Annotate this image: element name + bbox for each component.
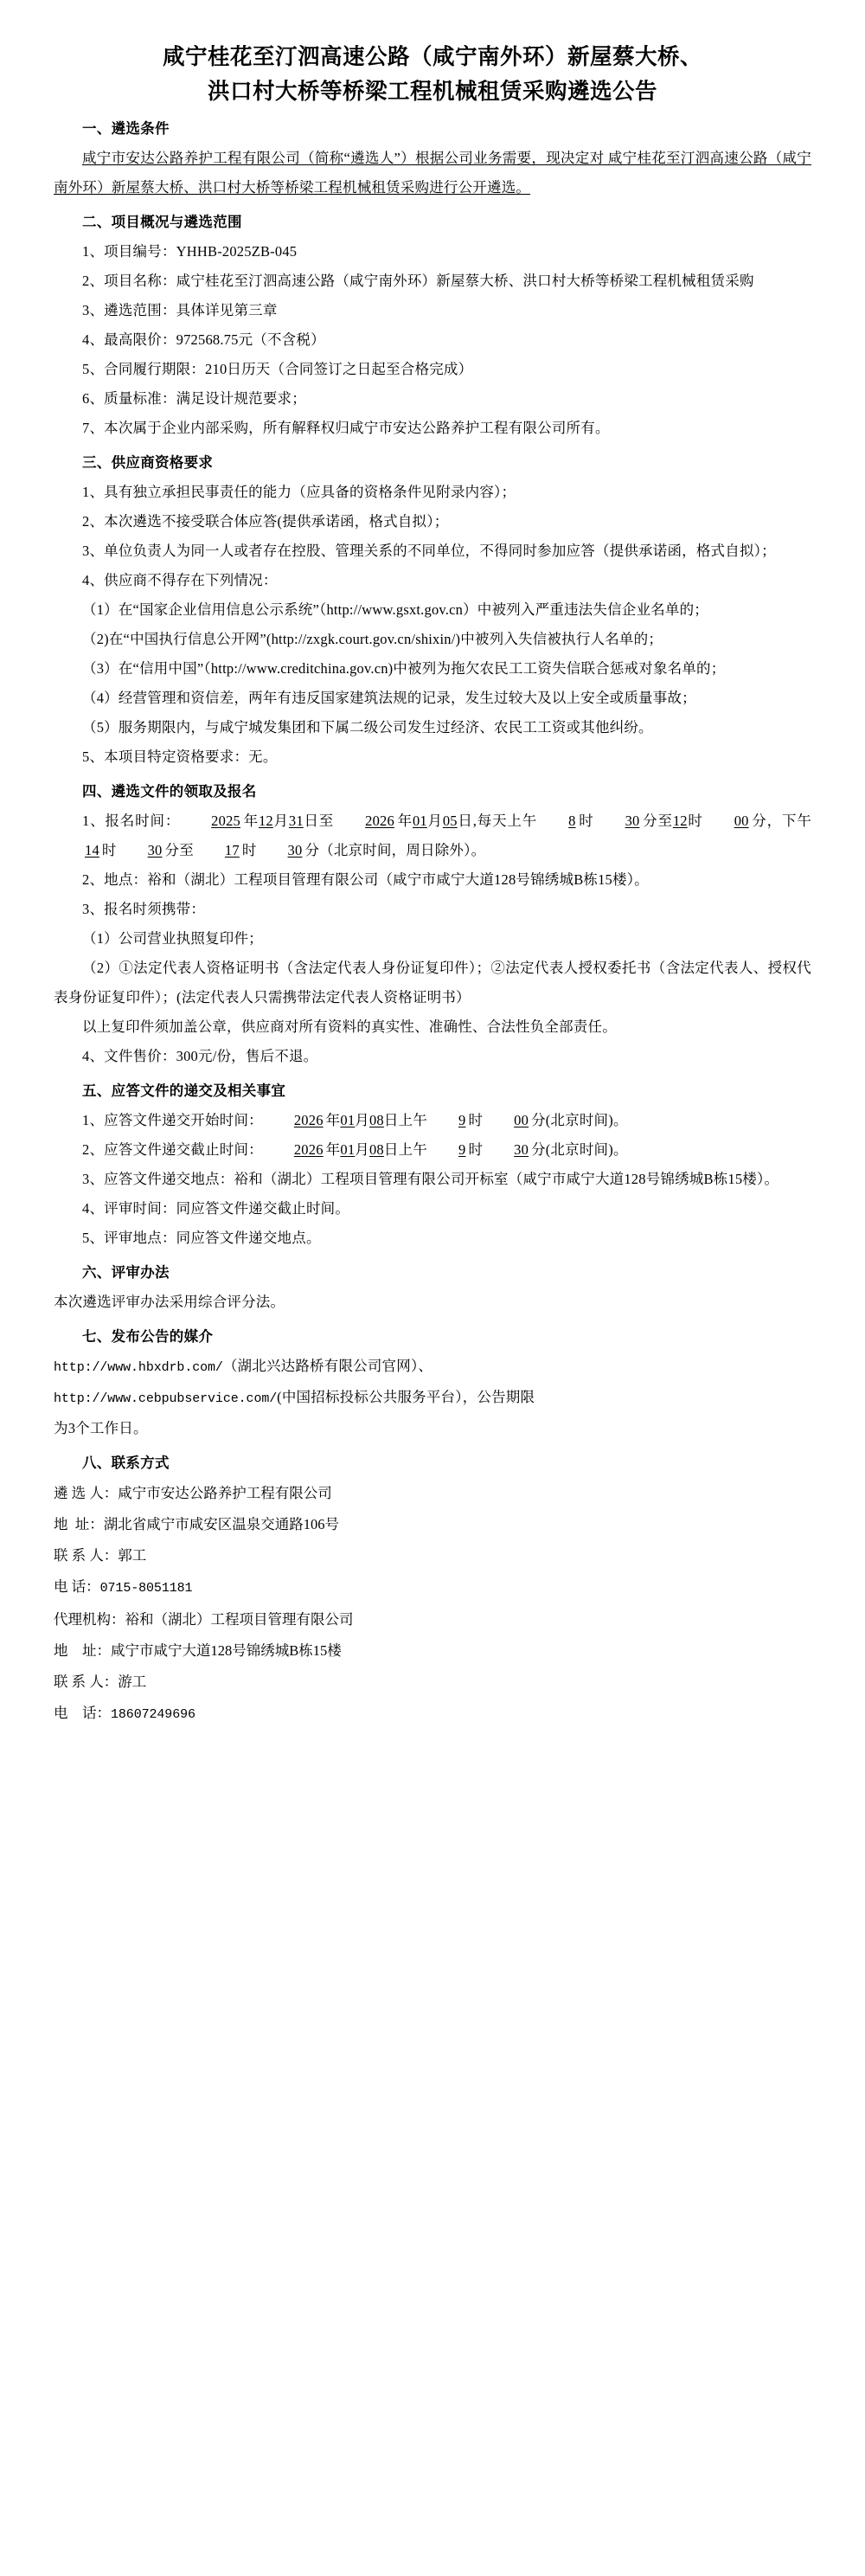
sub-text-tail-a: 分(北京时间)。 xyxy=(531,1112,628,1128)
title-line-1: 咸宁桂花至汀泗高速公路（咸宁南外环）新屋蔡大桥、 xyxy=(162,44,702,69)
media-url-1-note: （湖北兴达路桥有限公司官网）、 xyxy=(222,1358,433,1374)
submission-deadline-minute: 30 xyxy=(514,1141,529,1158)
section-heading-6: 六、评审办法 xyxy=(82,1264,170,1281)
project-name: 2、项目名称：咸宁桂花至汀泗高速公路（咸宁南外环）新屋蔡大桥、洪口村大桥等桥梁工程机械租赁采购 xyxy=(82,273,754,289)
supplier-req-4: 4、供应商不得存在下列情况： xyxy=(82,572,278,588)
sub-text-month-a: 月 xyxy=(355,1112,369,1128)
registration-year-start: 2025 xyxy=(211,813,240,829)
supplier-exclusion-3: （3）在“信用中国”（http://www.creditchina.gov.cn)中被列为拖欠农民工工资失信联合惩戒对象名单的； xyxy=(82,660,726,677)
contact-row-phone xyxy=(54,1571,811,1604)
reg-text-daily: 日,每天上午 xyxy=(457,813,538,829)
contact-value-address: 湖北省咸宁市咸安区温泉交通路106号 xyxy=(103,1516,339,1532)
submission-deadline-year: 2026 xyxy=(293,1141,324,1158)
reg-text-minute-to: 分至 xyxy=(642,813,673,829)
submission-start-day: 08 xyxy=(368,1112,384,1128)
submission-start-line xyxy=(54,1106,811,1135)
submission-deadline-line xyxy=(54,1135,811,1165)
section-heading-3: 三、供应商资格要求 xyxy=(82,454,214,471)
project-number: 1、项目编号：YHHB-2025ZB-045 xyxy=(82,243,298,260)
section-heading-7: 七、发布公告的媒介 xyxy=(82,1328,214,1345)
registration-bring-heading: 3、报名时须携带： xyxy=(82,901,206,917)
contact-value-agency-phone: 18607249696 xyxy=(111,1707,195,1722)
registration-month-start: 12 xyxy=(258,813,273,829)
section-heading-2: 二、项目概况与遴选范围 xyxy=(82,214,242,230)
supplier-exclusion-5: （5）服务期限内，与咸宁城发集团和下属二级公司发生过经济、农民工工资或其他纠纷。 xyxy=(82,719,653,736)
supplier-req-2: 2、本次遴选不接受联合体应答(提供承诺函，格式自拟）； xyxy=(82,513,449,530)
contact-row-agency xyxy=(54,1604,811,1635)
registration-pm-end-minute: 30 xyxy=(287,842,303,858)
contact-label-tenderer: 遴 选 人： xyxy=(54,1485,119,1501)
registration-location: 2、地点：裕和（湖北）工程项目管理有限公司（咸宁市咸宁大道128号锦绣城B栋15楼）。 xyxy=(82,871,649,888)
section-heading-1: 一、遴选条件 xyxy=(82,120,170,137)
registration-pm-hour: 14 xyxy=(85,842,99,858)
contact-label-agency-phone: 电 话： xyxy=(54,1705,111,1721)
submission-deadline-month: 01 xyxy=(340,1141,356,1158)
media-url-2-note: (中国招标投标公共服务平台），公告期限 xyxy=(277,1389,535,1405)
section-1-paragraph xyxy=(54,144,811,202)
contact-label-address: 地 址： xyxy=(54,1516,104,1532)
registration-pm-end-hour: 17 xyxy=(224,842,240,858)
title-line-2: 洪口村大桥等桥梁工程机械租赁采购遴选公告 xyxy=(207,79,657,104)
registration-document-price: 4、文件售价：300元/份，售后不退。 xyxy=(82,1048,318,1064)
contact-row-person xyxy=(54,1540,811,1571)
media-duration: 为3个工作日。 xyxy=(54,1420,148,1436)
reg-text-day-to: 日至 xyxy=(303,813,335,829)
submission-start-hour: 9 xyxy=(458,1112,466,1128)
contact-value-agency: 裕和（湖北）工程项目管理有限公司 xyxy=(125,1611,354,1628)
sub-text-year-a: 年 xyxy=(325,1112,341,1128)
registration-am-minute: 30 xyxy=(625,813,640,829)
registration-bring-item-2: （2）①法定代表人资格证明书（含法定代表人身份证复印件）；②法定代表人授权委托书（含法定代表人、授权代表身份证复印件）；(法定代表人只需携带法定代表人资格证明书） xyxy=(54,960,811,1005)
contact-label-person: 联 系 人： xyxy=(54,1547,119,1564)
media-url-1: http://www.hbxdrb.com/ xyxy=(54,1360,223,1375)
sub-text-mid-b: 日上午 xyxy=(383,1141,427,1158)
media-line-2 xyxy=(54,1383,811,1414)
reg-text-minute-pm: 分，下午 xyxy=(751,813,812,829)
contact-value-tenderer: 咸宁市安达公路养护工程有限公司 xyxy=(118,1485,332,1501)
contact-row-agency-phone xyxy=(54,1698,811,1731)
section-heading-4: 四、遴选文件的领取及报名 xyxy=(82,783,257,800)
submission-deadline-hour: 9 xyxy=(458,1141,466,1158)
supplier-req-5: 5、本项目特定资格要求：无。 xyxy=(82,748,278,765)
reg-text-month-b: 月 xyxy=(426,813,443,829)
media-url-2: http://www.cebpubservice.com/ xyxy=(54,1391,278,1406)
supplier-req-3: 3、单位负责人为同一人或者存在控股、管理关系的不同单位，不得同时参加应答（提供承诺函，格式自拟）； xyxy=(82,543,776,559)
supplier-exclusion-4: （4）经营管理和资信差，两年有违反国家建筑法规的记录，发生过较大及以上安全或质量事故； xyxy=(82,690,696,706)
sub-text-hour-b: 时 xyxy=(468,1141,484,1158)
reg-text-hour-a: 时 xyxy=(578,813,594,829)
project-internal-note: 7、本次属于企业内部采购，所有解释权归咸宁市安达公路养护工程有限公司所有。 xyxy=(82,420,610,436)
registration-seal-note: 以上复印件须加盖公章，供应商对所有资料的真实性、准确性、合法性负全部责任。 xyxy=(82,1018,617,1035)
sub-text-hour-a: 时 xyxy=(468,1112,484,1128)
submission-deadline-label: 2、应答文件递交截止时间： xyxy=(82,1141,263,1158)
submission-place: 3、应答文件递交地点：裕和（湖北）工程项目管理有限公司开标室（咸宁市咸宁大道128号锦绣城B栋15楼）。 xyxy=(82,1171,779,1187)
sub-text-mid-a: 日上午 xyxy=(383,1112,427,1128)
registration-am-hour: 8 xyxy=(568,813,576,829)
submission-review-time: 4、评审时间：同应答文件递交截止时间。 xyxy=(82,1200,350,1217)
section-heading-8: 八、联系方式 xyxy=(82,1455,170,1471)
contact-row-agency-address xyxy=(54,1635,811,1667)
submission-deadline-day: 08 xyxy=(368,1141,384,1158)
section-1-underlined-text: 咸宁市安达公路养护工程有限公司（简称“遴选人”）根据公司业务需要，现决定对 咸宁桂花至汀泗高速公路（咸宁南外环）新屋蔡大桥、洪口村大桥等桥梁工程机械租赁采购进行公开遴选。 xyxy=(54,150,811,196)
contact-value-person: 郭工 xyxy=(118,1547,147,1564)
contact-label-phone: 电 话： xyxy=(54,1578,100,1595)
registration-pm-minute: 30 xyxy=(147,842,163,858)
registration-bring-item-1: （1）公司营业执照复印件； xyxy=(82,930,263,947)
contact-row-address xyxy=(54,1509,811,1540)
contact-label-agency: 代理机构： xyxy=(54,1611,125,1628)
reg-text-hour-c: 时 xyxy=(101,842,117,858)
project-duration: 5、合同履行期限：210日历天（合同签订之日起至合格完成） xyxy=(82,361,473,377)
reg-text-minute-to-2: 分至 xyxy=(164,842,194,858)
reg-text-hour-d: 时 xyxy=(241,842,257,858)
supplier-exclusion-1: （1）在“国家企业信用信息公示系统”（http://www.gsxt.gov.cn）中被列入严重违法失信企业名单的； xyxy=(82,601,708,618)
sub-text-month-b: 月 xyxy=(355,1141,369,1158)
project-quality-standard: 6、质量标准：满足设计规范要求； xyxy=(82,390,306,407)
registration-day-start: 31 xyxy=(288,813,304,829)
contact-label-agency-address: 地 址： xyxy=(54,1642,111,1659)
sub-text-year-b: 年 xyxy=(325,1141,341,1158)
contact-row-agency-person xyxy=(54,1667,811,1698)
registration-day-end: 05 xyxy=(442,813,458,829)
registration-month-end: 01 xyxy=(412,813,427,829)
submission-review-place: 5、评审地点：同应答文件递交地点。 xyxy=(82,1230,321,1246)
contact-row-tenderer xyxy=(54,1478,811,1509)
reg-text-year-b: 年 xyxy=(396,813,413,829)
registration-am-end-minute: 00 xyxy=(734,813,749,829)
registration-am-end-hour: 12 xyxy=(672,813,688,829)
project-scope: 3、遴选范围：具体详见第三章 xyxy=(82,302,278,318)
registration-year-end: 2026 xyxy=(365,813,394,829)
reg-text-tail: 分（北京时间，周日除外）。 xyxy=(304,842,486,858)
reg-text-year-a: 年 xyxy=(242,813,259,829)
supplier-req-1: 1、具有独立承担民事责任的能力（应具备的资格条件见附录内容）； xyxy=(82,484,516,500)
contact-value-agency-address: 咸宁市咸宁大道128号锦绣城B栋15楼 xyxy=(111,1642,342,1659)
registration-time-line xyxy=(54,806,811,865)
sub-text-tail-b: 分(北京时间)。 xyxy=(531,1141,628,1158)
review-method-text: 本次遴选评审办法采用综合评分法。 xyxy=(54,1294,285,1310)
section-heading-5: 五、应答文件的递交及相关事宜 xyxy=(82,1082,286,1099)
submission-start-month: 01 xyxy=(340,1112,356,1128)
contact-value-phone: 0715-8051181 xyxy=(99,1581,193,1596)
reg-text-month-a: 月 xyxy=(272,813,289,829)
page-title xyxy=(54,40,811,109)
supplier-exclusion-2: （2)在“中国执行信息公开网”(http://zxgk.court.gov.cn/shixin/)中被列入失信被执行人名单的； xyxy=(82,631,663,647)
submission-start-minute: 00 xyxy=(514,1112,529,1128)
submission-start-year: 2026 xyxy=(293,1112,324,1128)
contact-value-agency-person: 游工 xyxy=(118,1673,147,1690)
submission-start-label: 1、应答文件递交开始时间： xyxy=(82,1112,263,1128)
project-max-price: 4、最高限价：972568.75元（不含税） xyxy=(82,331,325,348)
contact-label-agency-person: 联 系 人： xyxy=(54,1673,119,1690)
reg-text-hour-b: 时 xyxy=(687,813,703,829)
registration-time-label: 1、报名时间： xyxy=(82,813,181,829)
media-line-1 xyxy=(54,1352,811,1383)
